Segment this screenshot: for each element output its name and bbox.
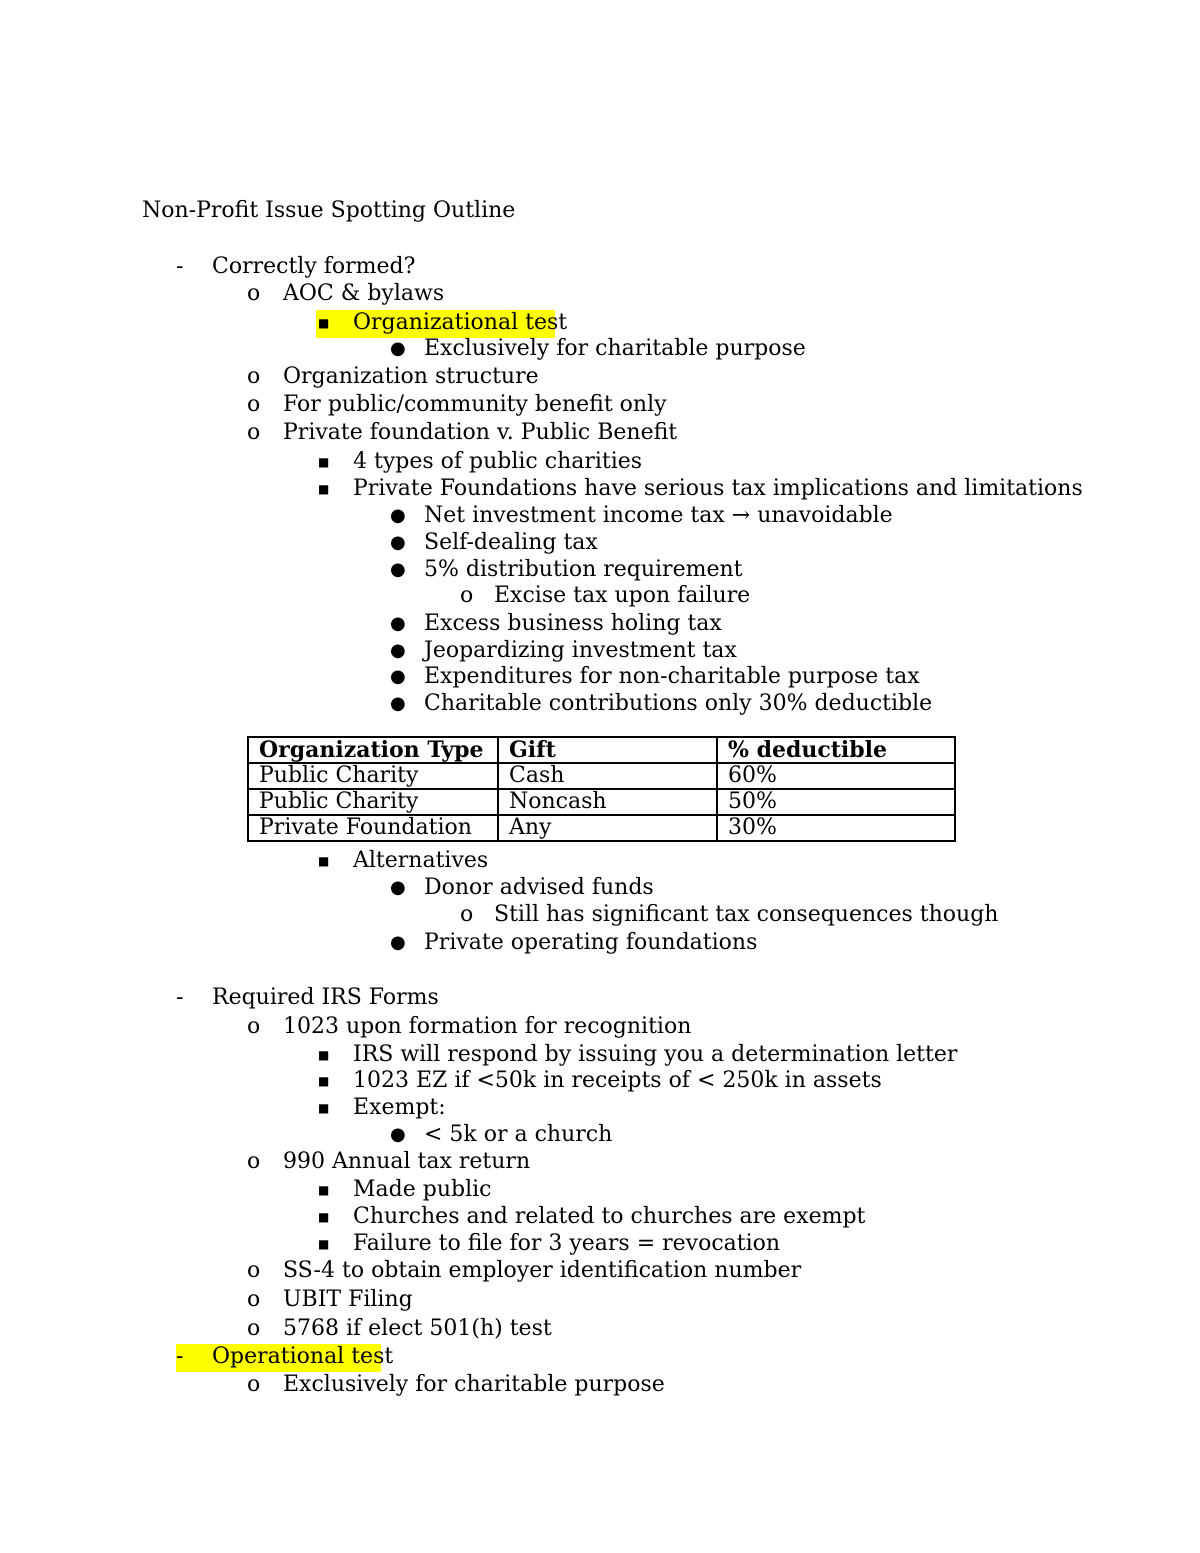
outline-text: Required IRS Forms xyxy=(212,985,439,1010)
highlighted-outline-item xyxy=(176,1344,394,1372)
table-cell: Public Charity xyxy=(248,789,498,815)
outline-text: 1023 EZ if <50k in receipts of < 250k in assets xyxy=(353,1068,882,1093)
outline-text: 5% distribution requirement xyxy=(424,557,743,582)
page-title: Non-Profit Issue Spotting Outline xyxy=(142,198,516,223)
bullet-marker: ● xyxy=(390,559,406,580)
highlighted-outline-item xyxy=(316,310,568,338)
outline-text: < 5k or a church xyxy=(424,1122,613,1147)
square-marker: ■ xyxy=(318,1210,330,1224)
outline-text: Charitable contributions only 30% deductible xyxy=(424,691,933,716)
circle-marker: o xyxy=(247,364,261,389)
outline-text: Failure to file for 3 years = revocation xyxy=(353,1231,781,1256)
table-cell: Cash xyxy=(498,763,717,789)
table-cell: Noncash xyxy=(498,789,717,815)
bullet-marker: ● xyxy=(390,666,406,687)
table-header-cell: % deductible xyxy=(717,737,955,763)
outline-text: Exclusively for charitable purpose xyxy=(424,336,806,361)
outline-text: Exclusively for charitable purpose xyxy=(283,1372,665,1397)
outline-text: Jeopardizing investment tax xyxy=(424,638,737,663)
dash-marker: - xyxy=(176,1344,184,1369)
table-row xyxy=(248,763,955,789)
outline-text: Private foundation v. Public Benefit xyxy=(283,420,678,445)
square-marker: ■ xyxy=(318,1237,330,1251)
circle-marker: o xyxy=(247,1372,261,1397)
outline-text: UBIT Filing xyxy=(283,1287,413,1312)
outline-text: 1023 upon formation for recognition xyxy=(283,1014,692,1039)
outline-text: Organization structure xyxy=(283,364,539,389)
circle-marker: o xyxy=(247,281,261,306)
outline-text: Exempt: xyxy=(353,1095,446,1120)
bullet-marker: ● xyxy=(390,640,406,661)
deductibility-table xyxy=(247,736,956,842)
table-cell: Private Foundation xyxy=(248,815,498,841)
outline-text: Excise tax upon failure xyxy=(494,583,751,608)
table-cell: 50% xyxy=(717,789,955,815)
outline-text: Organizational test xyxy=(353,310,568,335)
bullet-marker: ● xyxy=(390,1124,406,1145)
table-cell: Public Charity xyxy=(248,763,498,789)
square-marker: ■ xyxy=(318,1183,330,1197)
outline-text: Made public xyxy=(353,1177,492,1202)
square-marker: ■ xyxy=(318,1048,330,1062)
dash-marker: - xyxy=(176,254,184,279)
outline-text: 5768 if elect 501(h) test xyxy=(283,1316,552,1341)
square-marker: ■ xyxy=(318,1074,330,1088)
table-header-cell: Gift xyxy=(498,737,717,763)
outline-text: Donor advised funds xyxy=(424,875,654,900)
square-marker: ■ xyxy=(318,854,330,868)
table-cell: Any xyxy=(498,815,717,841)
outline-text: Excess business holing tax xyxy=(424,611,722,636)
bullet-marker: ● xyxy=(390,338,406,359)
bullet-marker: ● xyxy=(390,877,406,898)
bullet-marker: ● xyxy=(390,532,406,553)
bullet-marker: ● xyxy=(390,932,406,953)
outline-text: Net investment income tax → unavoidable xyxy=(424,503,893,528)
square-marker: ■ xyxy=(318,482,330,496)
circle-marker: o xyxy=(247,1287,261,1312)
outline-text: Operational test xyxy=(212,1344,394,1369)
outline-text: Private Foundations have serious tax implications and limitations xyxy=(353,476,1083,501)
dash-marker: - xyxy=(176,985,184,1010)
bullet-marker: ● xyxy=(390,693,406,714)
square-marker: ■ xyxy=(318,1101,330,1115)
circle-marker: o xyxy=(247,392,261,417)
circle-marker: o xyxy=(460,583,474,608)
table-cell: 30% xyxy=(717,815,955,841)
outline-text: Expenditures for non-charitable purpose tax xyxy=(424,664,920,689)
table-row xyxy=(248,789,955,815)
outline-text: SS-4 to obtain employer identification number xyxy=(283,1258,802,1283)
outline-text: Self-dealing tax xyxy=(424,530,598,555)
outline-text: 4 types of public charities xyxy=(353,449,643,474)
table-header-cell: Organization Type xyxy=(248,737,498,763)
outline-text: Private operating foundations xyxy=(424,930,758,955)
outline-text: AOC & bylaws xyxy=(283,281,445,306)
outline-text: IRS will respond by issuing you a determination letter xyxy=(353,1042,958,1067)
bullet-marker: ● xyxy=(390,613,406,634)
outline-text: Alternatives xyxy=(353,848,489,873)
outline-text: Correctly formed? xyxy=(212,254,416,279)
circle-marker: o xyxy=(247,1316,261,1341)
table-header-row xyxy=(248,737,955,763)
table-cell: 60% xyxy=(717,763,955,789)
outline-text: Churches and related to churches are exempt xyxy=(353,1204,866,1229)
outline-text: Still has significant tax consequences though xyxy=(494,902,999,927)
circle-marker: o xyxy=(460,902,474,927)
outline-text: 990 Annual tax return xyxy=(283,1149,531,1174)
circle-marker: o xyxy=(247,1014,261,1039)
outline-text: For public/community benefit only xyxy=(283,392,667,417)
circle-marker: o xyxy=(247,1149,261,1174)
circle-marker: o xyxy=(247,420,261,445)
square-marker: ■ xyxy=(318,455,330,469)
bullet-marker: ● xyxy=(390,505,406,526)
square-marker: ■ xyxy=(318,316,330,330)
table-row xyxy=(248,815,955,841)
circle-marker: o xyxy=(247,1258,261,1283)
